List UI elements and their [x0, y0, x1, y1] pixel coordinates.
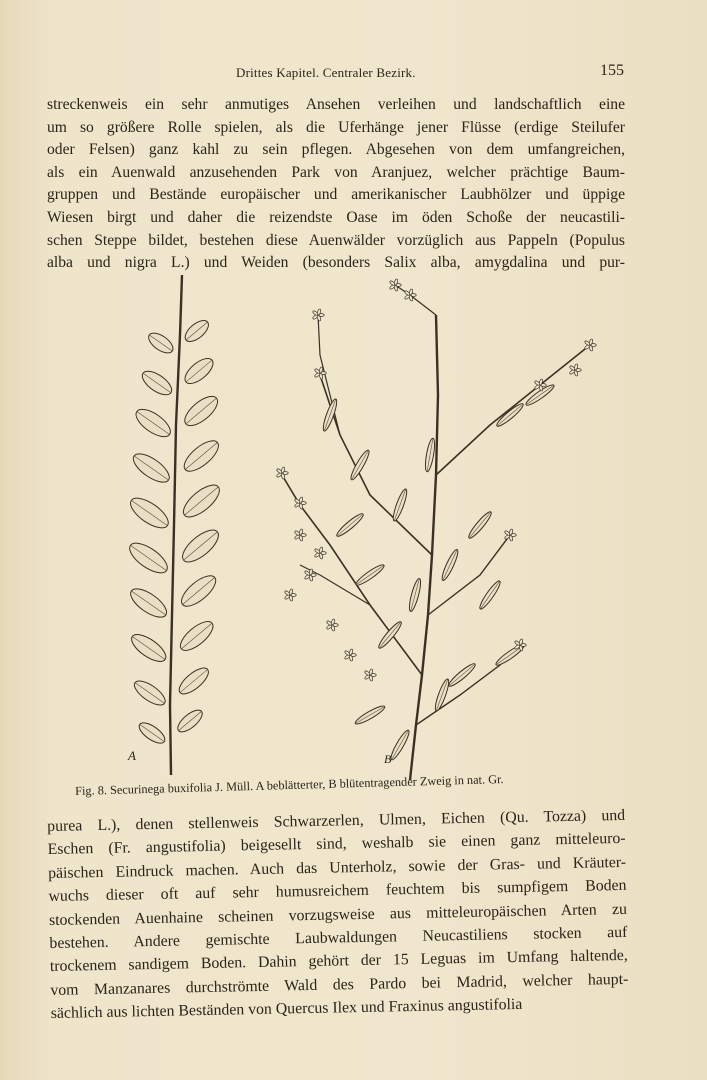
leaf-midrib	[480, 581, 500, 609]
text-line: purea L.), denen stellenweis Schwarzerlen, Ulmen, Eichen (Qu. Tozza) und	[47, 806, 626, 835]
flower-cluster	[344, 649, 356, 662]
text-line: vom Manzanares durchströmte Wald des Pardo bei Madrid, welcher haupt-	[50, 970, 629, 999]
flower-cluster	[514, 639, 526, 652]
leafy-branch-illustration	[125, 275, 224, 775]
text-line: alba und nigra L.) und Weiden (besonders Salix alba, amygdalina und pur-	[47, 254, 625, 272]
running-title: Drittes Kapitel. Centraler Bezirk.	[236, 65, 416, 80]
figure-label-b: B	[384, 752, 392, 766]
text-line: Wiesen birgt und daher die reizendste Oase im öden Schoße der neucastili-	[47, 208, 625, 226]
figure-label-a: A	[128, 748, 136, 763]
flower-cluster	[569, 364, 581, 377]
flower-cluster	[314, 367, 326, 380]
flower-cluster	[294, 497, 306, 510]
flowering-branch-illustration	[276, 279, 596, 780]
flower-cluster	[404, 289, 416, 302]
text-line: oder Felsen) ganz kahl zu sein pflegen. Abgesehen von dem umfangreichen,	[47, 141, 625, 159]
flower-cluster	[584, 339, 596, 352]
text-line: trockenem sandigem Boden. Dahin gehört der 15 Leguas im Umfang haltende,	[49, 947, 628, 976]
flower-cluster	[304, 569, 316, 582]
text-line: päischen Eindruck machen. Auch das Unterholz, sowie der Gras- und Kräuter-	[47, 853, 627, 882]
leaf-midrib	[379, 622, 401, 648]
flower-cluster	[294, 529, 306, 542]
flower-cluster	[504, 529, 516, 542]
leaf-midrib	[497, 404, 523, 426]
text-line: bestehen. Andere gemischte Laubwaldungen Neucastiliens stocken auf	[49, 923, 628, 953]
text-line: sächlich aus lichten Beständen von Quercus Ilex und Fraxinus angustifolia	[50, 996, 523, 1023]
text-line: stockenden Auenhaine scheinen vorzugsweise aus mitteleuropäischen Arten zu	[48, 900, 628, 929]
flower-cluster	[364, 669, 376, 682]
leaf-midrib	[392, 730, 409, 759]
flower-cluster	[276, 467, 288, 480]
text-line: schen Steppe bildet, bestehen diese Auenwälder vorzüglich aus Pappeln (Populus	[47, 231, 625, 249]
page-number: 155	[600, 62, 624, 79]
leaf-midrib	[355, 707, 384, 724]
leaf-midrib	[337, 514, 363, 536]
text-line: Eschen (Fr. angustifolia) beigesellt sind, weshalb sie einen ganz mitteleuro-	[47, 830, 626, 859]
leaf-midrib	[449, 664, 475, 686]
text-line: wuchs dieser oft auf sehr humusreichem feuchtem bis sumpfigem Boden	[48, 877, 627, 906]
leaf-midrib	[469, 512, 491, 538]
bottom-paragraph	[47, 804, 629, 1026]
flower-cluster	[284, 589, 296, 602]
text-line: gruppen und Bestände europäischer und amerikanischer Laubhölzer und üppige	[47, 186, 625, 204]
flower-cluster	[312, 309, 324, 322]
leaf-midrib	[356, 565, 384, 585]
botanical-illustration	[70, 275, 610, 780]
flower-cluster	[314, 547, 326, 560]
text-line: streckenweis ein sehr anmutiges Ansehen verleihen und landschaftlich eine	[47, 96, 625, 113]
flower-cluster	[326, 619, 338, 632]
text-line: als ein Auenwald anzusehenden Park von Aranjuez, welcher prächtige Baum-	[47, 163, 625, 181]
figure-caption: Fig. 8. Securinega buxifolia J. Müll. A beblätterter, B blütentragender Zweig in nat. Gr.	[75, 772, 504, 798]
text-line: um so größere Rolle spielen, als die Uferhänge jener Flüsse (erdige Steilufer	[47, 118, 625, 136]
flower-cluster	[389, 279, 401, 292]
leaf-midrib	[443, 550, 457, 581]
page-header	[46, 62, 626, 82]
top-paragraph	[47, 94, 625, 275]
